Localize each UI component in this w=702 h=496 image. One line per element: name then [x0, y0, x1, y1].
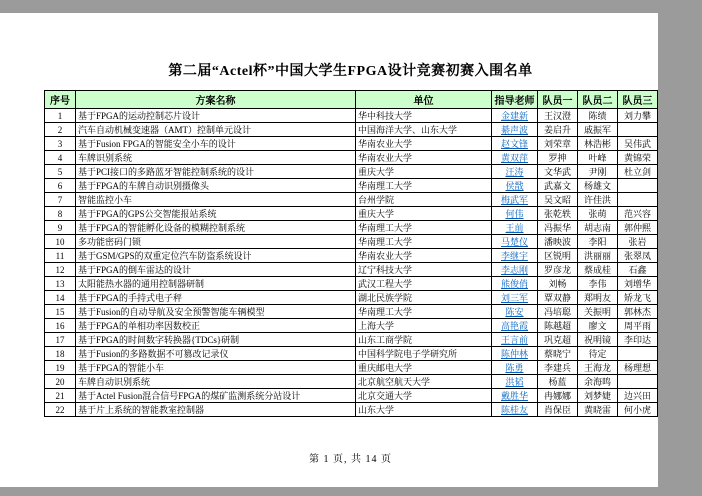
- member2-cell: 李阳: [578, 235, 618, 249]
- unit-cell: 华中科技大学: [356, 109, 492, 123]
- column-header-4: 队员一: [538, 91, 578, 109]
- member2-cell: 刘梦婕: [578, 389, 618, 403]
- table-row: [45, 207, 658, 221]
- member2-cell: 叶峰: [578, 151, 618, 165]
- teacher-link[interactable]: 洪韬: [505, 377, 524, 387]
- row-number-cell: 6: [45, 179, 76, 193]
- row-number-cell: 1: [45, 109, 76, 123]
- unit-cell: 华南农业大学: [356, 137, 492, 151]
- teacher-cell: [492, 109, 538, 123]
- teacher-link[interactable]: 黄双萍: [500, 153, 528, 163]
- project-name-cell: 基于FPGA的手持式电子秤: [76, 291, 356, 305]
- member3-cell: 李印达: [618, 333, 658, 347]
- project-name-cell: 智能监控小车: [76, 193, 356, 207]
- unit-cell: 山东大学: [356, 403, 492, 417]
- member1-cell: 覃双静: [538, 291, 578, 305]
- member2-cell: 黄晓雷: [578, 403, 618, 417]
- teacher-cell: [492, 291, 538, 305]
- table-row: [45, 179, 658, 193]
- member3-cell: 周平雨: [618, 319, 658, 333]
- unit-cell: 上海大学: [356, 319, 492, 333]
- table-row: [45, 123, 658, 137]
- member1-cell: 吴文昭: [538, 193, 578, 207]
- member1-cell: 文华武: [538, 165, 578, 179]
- teacher-link[interactable]: 汪涛: [505, 167, 524, 177]
- row-number-cell: 21: [45, 389, 76, 403]
- column-header-0: 序号: [45, 91, 76, 109]
- table-row: [45, 347, 658, 361]
- teacher-cell: [492, 361, 538, 375]
- table-row: [45, 277, 658, 291]
- row-number-cell: 17: [45, 333, 76, 347]
- unit-cell: 山东工商学院: [356, 333, 492, 347]
- member2-cell: 李伟: [578, 277, 618, 291]
- member3-cell: [618, 193, 658, 207]
- project-name-cell: 基于FPGA的智能小车: [76, 361, 356, 375]
- member1-cell: 罗彦龙: [538, 263, 578, 277]
- unit-cell: 重庆邮电大学: [356, 361, 492, 375]
- table-row: [45, 137, 658, 151]
- member1-cell: 张乾轶: [538, 207, 578, 221]
- member1-cell: 陈越超: [538, 319, 578, 333]
- unit-cell: 华南农业大学: [356, 151, 492, 165]
- row-number-cell: 9: [45, 221, 76, 235]
- row-number-cell: 20: [45, 375, 76, 389]
- row-number-cell: 13: [45, 277, 76, 291]
- member2-cell: 许佳洪: [578, 193, 618, 207]
- unit-cell: 北京交通大学: [356, 389, 492, 403]
- project-name-cell: 多功能密码门锁: [76, 235, 356, 249]
- teacher-cell: [492, 389, 538, 403]
- project-name-cell: 基于FPGA的倒车雷达的设计: [76, 263, 356, 277]
- teacher-link[interactable]: 戴胜华: [500, 391, 528, 401]
- member1-cell: 冯培聪: [538, 305, 578, 319]
- table-row: [45, 165, 658, 179]
- member1-cell: 刘荣章: [538, 137, 578, 151]
- project-name-cell: 基于FPGA的GPS公交智能报站系统: [76, 207, 356, 221]
- teacher-link[interactable]: 梅武军: [500, 195, 528, 205]
- table-row: [45, 375, 658, 389]
- teacher-link[interactable]: 何伟: [505, 209, 524, 219]
- member1-cell: 刘畅: [538, 277, 578, 291]
- project-name-cell: 基于Actel Fusion混合信号FPGA的煤矿监测系统分站设计: [76, 389, 356, 403]
- unit-cell: 武汉工程大学: [356, 277, 492, 291]
- member3-cell: 刘力攀: [618, 109, 658, 123]
- row-number-cell: 18: [45, 347, 76, 361]
- member3-cell: [618, 123, 658, 137]
- teacher-link[interactable]: 刘三军: [500, 293, 528, 303]
- page-title: 第二届“Actel杯”中国大学生FPGA设计竞赛初赛入围名单: [168, 64, 533, 79]
- member3-cell: 吴伟武: [618, 137, 658, 151]
- teacher-cell: [492, 305, 538, 319]
- row-number-cell: 15: [45, 305, 76, 319]
- teacher-cell: [492, 249, 538, 263]
- unit-cell: 台州学院: [356, 193, 492, 207]
- teacher-link[interactable]: 侯戬: [505, 181, 524, 191]
- project-name-cell: 基于GSM/GPS的双重定位汽车防盗系统设计: [76, 249, 356, 263]
- member2-cell: 王海龙: [578, 361, 618, 375]
- member3-cell: 刘增华: [618, 277, 658, 291]
- member3-cell: 范兴容: [618, 207, 658, 221]
- member1-cell: 肖保臣: [538, 403, 578, 417]
- member2-cell: 关振明: [578, 305, 618, 319]
- member2-cell: 郑明友: [578, 291, 618, 305]
- row-number-cell: 10: [45, 235, 76, 249]
- unit-cell: 辽宁科技大学: [356, 263, 492, 277]
- teacher-link[interactable]: 李志刚: [500, 265, 528, 275]
- table-row: [45, 151, 658, 165]
- unit-cell: 华南理工大学: [356, 221, 492, 235]
- member2-cell: 张萌: [578, 207, 618, 221]
- unit-cell: 湖北民族学院: [356, 291, 492, 305]
- teacher-cell: [492, 179, 538, 193]
- member1-cell: 罗抻: [538, 151, 578, 165]
- row-number-cell: 3: [45, 137, 76, 151]
- teacher-cell: [492, 403, 538, 417]
- teacher-cell: [492, 193, 538, 207]
- row-number-cell: 14: [45, 291, 76, 305]
- project-name-cell: 基于FPGA的车牌自动识别摄像头: [76, 179, 356, 193]
- column-header-1: 方案名称: [76, 91, 356, 109]
- table-row: [45, 305, 658, 319]
- member3-cell: 矫龙飞: [618, 291, 658, 305]
- teacher-link[interactable]: 陈桂友: [500, 405, 528, 415]
- table-row: [45, 361, 658, 375]
- member3-cell: 张岩: [618, 235, 658, 249]
- column-header-3: 指导老师: [492, 91, 538, 109]
- row-number-cell: 7: [45, 193, 76, 207]
- unit-cell: 华南理工大学: [356, 305, 492, 319]
- table-row: [45, 291, 658, 305]
- teacher-cell: [492, 375, 538, 389]
- teacher-link[interactable]: 陈安: [505, 307, 524, 317]
- member2-cell: 戚振军: [578, 123, 618, 137]
- column-header-2: 单位: [356, 91, 492, 109]
- member2-cell: 洪丽丽: [578, 249, 618, 263]
- teacher-link[interactable]: 金建新: [500, 111, 528, 121]
- member1-cell: 武嘉文: [538, 179, 578, 193]
- teacher-link[interactable]: 王言前: [500, 335, 528, 345]
- teacher-cell: [492, 277, 538, 291]
- project-name-cell: 车牌自动识别系统: [76, 375, 356, 389]
- member1-cell: 蔡晓宁: [538, 347, 578, 361]
- row-number-cell: 16: [45, 319, 76, 333]
- row-number-cell: 12: [45, 263, 76, 277]
- table-row: [45, 249, 658, 263]
- table-row: [45, 319, 658, 333]
- teacher-cell: [492, 123, 538, 137]
- teacher-link[interactable]: 陈勇: [505, 363, 524, 373]
- member3-cell: 郭仲熙: [618, 221, 658, 235]
- table-header-row: [45, 91, 658, 109]
- teacher-link[interactable]: 綦声波: [500, 125, 528, 135]
- project-name-cell: 太阳能热水器的通用控制器研制: [76, 277, 356, 291]
- finalist-table: [44, 90, 658, 417]
- teacher-link[interactable]: 李继宇: [500, 251, 528, 261]
- teacher-cell: [492, 319, 538, 333]
- row-number-cell: 4: [45, 151, 76, 165]
- teacher-cell: [492, 137, 538, 151]
- page-margin-right: [658, 0, 702, 496]
- table-row: [45, 109, 658, 123]
- project-name-cell: 基于Fusion FPGA的智能安全小车的设计: [76, 137, 356, 151]
- row-number-cell: 11: [45, 249, 76, 263]
- row-number-cell: 8: [45, 207, 76, 221]
- teacher-cell: [492, 151, 538, 165]
- project-name-cell: 基于片上系统的智能教室控制器: [76, 403, 356, 417]
- table-row: [45, 263, 658, 277]
- project-name-cell: 车牌识别系统: [76, 151, 356, 165]
- teacher-link[interactable]: 赵文锋: [500, 139, 528, 149]
- member1-cell: 冉娜娜: [538, 389, 578, 403]
- member2-cell: 蔡成桂: [578, 263, 618, 277]
- table-row: [45, 389, 658, 403]
- member2-cell: 祝明镜: [578, 333, 618, 347]
- table-row: [45, 193, 658, 207]
- project-name-cell: 基于Fusion的自动导航及安全预警智能车辆模型: [76, 305, 356, 319]
- project-name-cell: 基于FPGA的运动控制芯片设计: [76, 109, 356, 123]
- member3-cell: 边兴田: [618, 389, 658, 403]
- row-number-cell: 2: [45, 123, 76, 137]
- teacher-link[interactable]: 王前: [505, 223, 524, 233]
- teacher-link[interactable]: 高艳霞: [500, 321, 528, 331]
- unit-cell: 重庆大学: [356, 165, 492, 179]
- teacher-cell: [492, 207, 538, 221]
- member1-cell: 潘映波: [538, 235, 578, 249]
- unit-cell: 华南理工大学: [356, 179, 492, 193]
- member3-cell: [618, 375, 658, 389]
- member2-cell: 陈绩: [578, 109, 618, 123]
- page-number-footer: 第 1 页, 共 14 页: [309, 454, 392, 465]
- member3-cell: 黄锦荣: [618, 151, 658, 165]
- teacher-cell: [492, 165, 538, 179]
- project-name-cell: 基于Fusion的多路数据不可篡改记录仪: [76, 347, 356, 361]
- member3-cell: 杜立剑: [618, 165, 658, 179]
- table-row: [45, 333, 658, 347]
- member2-cell: 余海鸣: [578, 375, 618, 389]
- column-header-6: 队员三: [618, 91, 658, 109]
- teacher-cell: [492, 333, 538, 347]
- member1-cell: 杨蓝: [538, 375, 578, 389]
- member2-cell: 胡志南: [578, 221, 618, 235]
- member3-cell: 郭林杰: [618, 305, 658, 319]
- unit-cell: 华南理工大学: [356, 235, 492, 249]
- unit-cell: 重庆大学: [356, 207, 492, 221]
- teacher-link[interactable]: 熊俊俏: [500, 279, 528, 289]
- table-row: [45, 235, 658, 249]
- row-number-cell: 22: [45, 403, 76, 417]
- unit-cell: 中国科学院电子学研究所: [356, 347, 492, 361]
- page-margin-bottom: [0, 487, 702, 496]
- teacher-cell: [492, 221, 538, 235]
- member2-cell: 林浩彬: [578, 137, 618, 151]
- project-name-cell: 基于FPGA的智能孵化设备的模糊控制系统: [76, 221, 356, 235]
- unit-cell: 华南农业大学: [356, 249, 492, 263]
- table-row: [45, 403, 658, 417]
- unit-cell: 中国海洋大学、山东大学: [356, 123, 492, 137]
- member2-cell: 廖文: [578, 319, 618, 333]
- row-number-cell: 5: [45, 165, 76, 179]
- member1-cell: 李建兵: [538, 361, 578, 375]
- member3-cell: 石鑫: [618, 263, 658, 277]
- member1-cell: 冯振华: [538, 221, 578, 235]
- teacher-link[interactable]: 马楚仪: [500, 237, 528, 247]
- member1-cell: 王汉澄: [538, 109, 578, 123]
- member1-cell: 巩克超: [538, 333, 578, 347]
- member3-cell: [618, 179, 658, 193]
- member3-cell: 张翠凤: [618, 249, 658, 263]
- table-row: [45, 221, 658, 235]
- teacher-link[interactable]: 陈仲林: [500, 349, 528, 359]
- project-name-cell: 基于FPGA的单相功率因数校正: [76, 319, 356, 333]
- row-number-cell: 19: [45, 361, 76, 375]
- project-name-cell: 汽车自动机械变速器（AMT）控制单元设计: [76, 123, 356, 137]
- unit-cell: 北京航空航天大学: [356, 375, 492, 389]
- column-header-5: 队员二: [578, 91, 618, 109]
- member2-cell: 待定: [578, 347, 618, 361]
- member3-cell: 何小虎: [618, 403, 658, 417]
- member3-cell: [618, 347, 658, 361]
- member2-cell: 尹刚: [578, 165, 618, 179]
- member2-cell: 杨雄文: [578, 179, 618, 193]
- page-margin-top: [0, 0, 702, 13]
- member1-cell: 姜启升: [538, 123, 578, 137]
- teacher-cell: [492, 263, 538, 277]
- member1-cell: 区锐明: [538, 249, 578, 263]
- project-name-cell: 基于PCI接口的多路蓝牙智能控制系统的设计: [76, 165, 356, 179]
- teacher-cell: [492, 347, 538, 361]
- project-name-cell: 基于FPGA的时间数字转换器{TDCs}研制: [76, 333, 356, 347]
- member3-cell: 杨理想: [618, 361, 658, 375]
- teacher-cell: [492, 235, 538, 249]
